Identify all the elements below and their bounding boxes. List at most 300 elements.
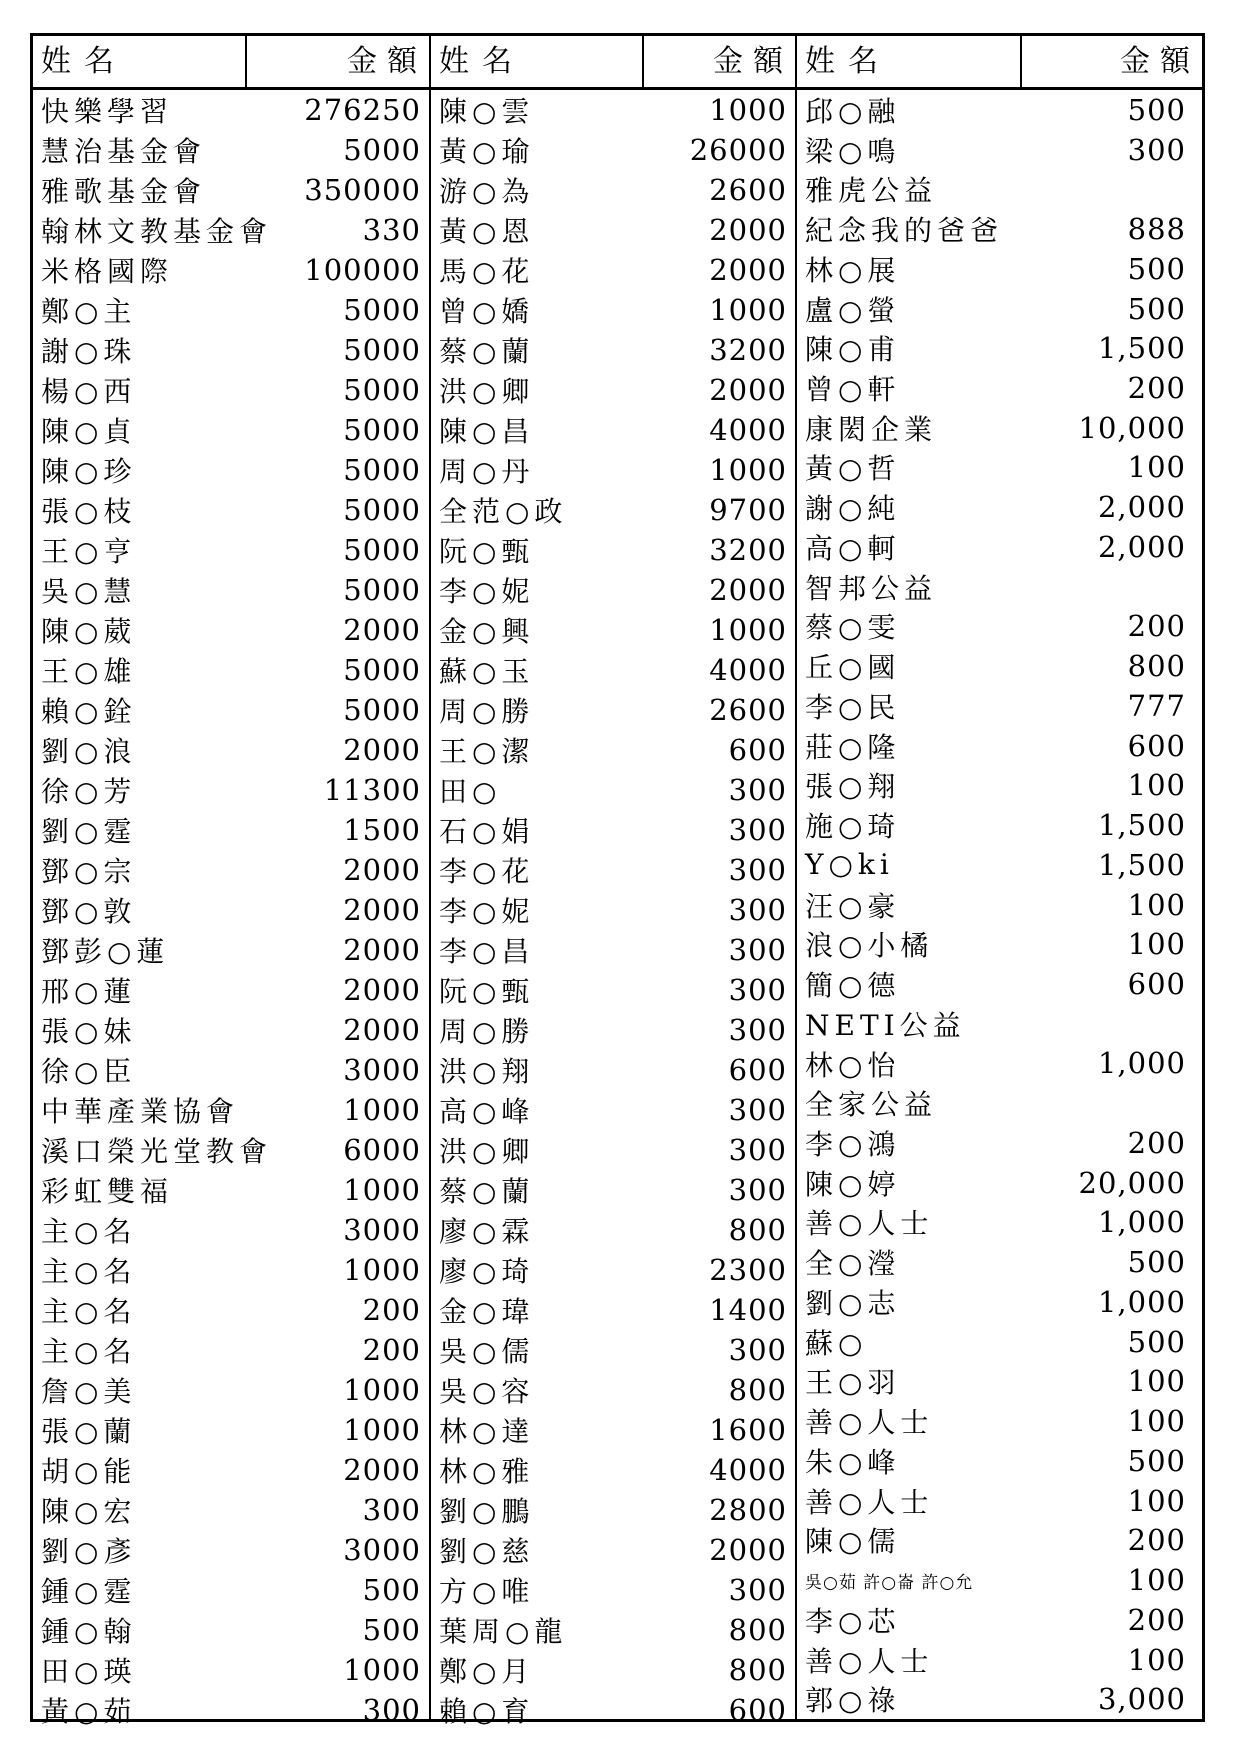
donor-name: 阮○甄 xyxy=(439,535,535,568)
donation-amount: 4000 xyxy=(709,413,787,447)
donor-name: 李○鴻 xyxy=(805,1127,901,1161)
donor-name: 張○翔 xyxy=(805,770,901,804)
donation-amount: 1000 xyxy=(709,613,787,647)
donation-amount: 20,000 xyxy=(1078,1165,1186,1200)
donor-name: 汪○豪 xyxy=(805,889,901,923)
donor-name: 馬○花 xyxy=(439,255,535,288)
donation-amount: 5000 xyxy=(343,133,421,167)
table-row xyxy=(33,770,429,810)
table-row xyxy=(33,530,429,570)
table-row xyxy=(431,690,795,730)
table-row xyxy=(431,370,795,410)
donor-name: 葉周○龍 xyxy=(439,1615,568,1648)
donor-name: 鍾○翰 xyxy=(41,1615,137,1648)
donor-name: 翰林文教基金會 xyxy=(41,215,273,248)
table-row xyxy=(797,1163,1202,1203)
donation-amount: 300 xyxy=(728,1133,787,1167)
table-row xyxy=(797,805,1202,845)
donation-amount: 5000 xyxy=(343,453,421,487)
donation-amount: 1000 xyxy=(343,1253,421,1287)
table-row xyxy=(797,1679,1202,1719)
table-row xyxy=(797,567,1202,607)
donor-name: 鍾○霆 xyxy=(41,1575,137,1608)
table-row xyxy=(797,686,1202,726)
table-row xyxy=(797,1441,1202,1481)
table-row xyxy=(33,1690,429,1730)
donation-amount: 1000 xyxy=(709,453,787,487)
table-row xyxy=(431,490,795,530)
donation-amount: 300 xyxy=(728,853,787,887)
donation-amount: 2000 xyxy=(709,253,787,287)
donor-name: 善○人士 xyxy=(805,1406,934,1440)
donor-name: 廖○霖 xyxy=(439,1215,535,1248)
donor-name: 全家公益 xyxy=(805,1088,938,1122)
donor-name: 吳○儒 xyxy=(439,1335,535,1368)
donor-name: 善○人士 xyxy=(805,1644,934,1678)
donation-amount: 1000 xyxy=(343,1653,421,1687)
donation-amount: 300 xyxy=(728,813,787,847)
donor-name: 王○羽 xyxy=(805,1366,901,1400)
donation-amount: 1000 xyxy=(343,1413,421,1447)
donation-amount: 600 xyxy=(1127,728,1186,763)
donation-amount: 1000 xyxy=(709,293,787,327)
donor-name: 金○瑋 xyxy=(439,1295,535,1328)
table-row xyxy=(797,209,1202,249)
donation-amount: 300 xyxy=(728,1173,787,1207)
table-row xyxy=(33,690,429,730)
donation-amount: 1000 xyxy=(343,1093,421,1127)
donor-name: 李○民 xyxy=(805,690,901,724)
table-row xyxy=(797,1362,1202,1402)
table-row xyxy=(797,448,1202,488)
donor-name: 賴○育 xyxy=(439,1695,535,1728)
table-row xyxy=(797,368,1202,408)
donation-amount: 100 xyxy=(1127,768,1186,803)
donor-name: NETI公益 xyxy=(805,1008,966,1042)
donor-name: 劉○志 xyxy=(805,1286,901,1320)
table-row xyxy=(33,850,429,890)
donor-name: 鄭○月 xyxy=(439,1655,535,1688)
donor-name: 曾○嬌 xyxy=(439,295,535,328)
donor-name: 李○妮 xyxy=(439,895,535,928)
donation-amount: 300 xyxy=(728,773,787,807)
table-row xyxy=(431,410,795,450)
donor-name: 洪○卿 xyxy=(439,1135,535,1168)
donor-name: 王○潔 xyxy=(439,735,535,768)
donation-amount: 276250 xyxy=(304,93,421,127)
table-row xyxy=(797,1004,1202,1044)
donor-name: 石○娟 xyxy=(439,815,535,848)
donation-amount: 800 xyxy=(728,1213,787,1247)
donation-amount: 200 xyxy=(362,1293,421,1327)
donation-amount: 5000 xyxy=(343,533,421,567)
donation-amount: 100 xyxy=(1127,450,1186,485)
donor-name: 盧○螢 xyxy=(805,293,901,327)
donation-amount: 2800 xyxy=(709,1493,787,1527)
donation-amount: 1000 xyxy=(709,93,787,127)
donation-amount: 4000 xyxy=(709,1453,787,1487)
table-row xyxy=(431,890,795,930)
table-row xyxy=(797,328,1202,368)
table-row xyxy=(33,1170,429,1210)
donation-amount: 5000 xyxy=(343,413,421,447)
donor-name: 胡○能 xyxy=(41,1455,137,1488)
table-row xyxy=(797,885,1202,925)
donation-amount: 200 xyxy=(1127,609,1186,644)
donation-amount: 777 xyxy=(1127,688,1186,723)
donor-name: 蔡○蘭 xyxy=(439,335,535,368)
table-row xyxy=(33,1610,429,1650)
table-row xyxy=(431,330,795,370)
donor-name: 徐○臣 xyxy=(41,1055,137,1088)
donor-name: 丘○國 xyxy=(805,651,901,685)
table-row xyxy=(33,370,429,410)
column-header-name: 姓名 xyxy=(41,44,127,79)
donor-name: 快樂學習 xyxy=(41,95,174,128)
donation-amount: 5000 xyxy=(343,573,421,607)
donation-amount: 2000 xyxy=(709,1533,787,1567)
donation-amount: 2000 xyxy=(343,613,421,647)
donor-name: 劉○霆 xyxy=(41,815,137,848)
donor-name: 全范○政 xyxy=(439,495,568,528)
donation-amount: 500 xyxy=(1127,251,1186,286)
donor-name: 陳○儒 xyxy=(805,1525,901,1559)
table-row xyxy=(797,964,1202,1004)
donor-name: 黃○瑜 xyxy=(439,135,535,168)
donation-amount: 300 xyxy=(728,1093,787,1127)
donor-name: 張○蘭 xyxy=(41,1415,137,1448)
table-row xyxy=(797,1481,1202,1521)
donor-name: 張○妹 xyxy=(41,1015,137,1048)
donor-name: 李○芯 xyxy=(805,1604,901,1638)
donation-amount: 2600 xyxy=(709,693,787,727)
donation-amount: 2000 xyxy=(709,213,787,247)
table-row xyxy=(33,1370,429,1410)
donation-amount: 2000 xyxy=(343,1013,421,1047)
donation-amount: 1500 xyxy=(343,813,421,847)
table-row xyxy=(797,487,1202,527)
donation-amount: 600 xyxy=(728,1693,787,1727)
column-header-name: 姓名 xyxy=(805,44,891,79)
table-row xyxy=(33,410,429,450)
donor-name: 全○瀅 xyxy=(805,1247,901,1281)
donor-name: 施○琦 xyxy=(805,810,901,844)
donor-name: 主○名 xyxy=(41,1255,137,1288)
donor-name: 主○名 xyxy=(41,1215,137,1248)
donation-amount: 100 xyxy=(1127,1483,1186,1518)
donor-name: 彩虹雙福 xyxy=(41,1175,174,1208)
table-row xyxy=(431,1170,795,1210)
table-row xyxy=(797,726,1202,766)
table-row xyxy=(797,289,1202,329)
column-header-amount: 金額 xyxy=(245,36,429,87)
table-row xyxy=(33,1130,429,1170)
table-row xyxy=(797,1282,1202,1322)
donation-amount: 500 xyxy=(1127,1443,1186,1478)
donation-amount: 2000 xyxy=(709,373,787,407)
table-row xyxy=(33,170,429,210)
donation-amount: 4000 xyxy=(709,653,787,687)
donation-amount: 1000 xyxy=(343,1173,421,1207)
table-row xyxy=(431,1330,795,1370)
table-row xyxy=(431,930,795,970)
donation-amount: 200 xyxy=(1127,371,1186,405)
rows-column-3 xyxy=(797,90,1202,1719)
donor-name: 高○軻 xyxy=(805,531,901,565)
table-row xyxy=(33,1570,429,1610)
donation-amount: 500 xyxy=(1127,1245,1186,1280)
donation-amount: 800 xyxy=(1127,649,1186,684)
pair-column-1 xyxy=(33,36,429,1728)
pair-column-2 xyxy=(429,36,795,1728)
donor-name: 黃○恩 xyxy=(439,215,535,248)
donor-name: 周○勝 xyxy=(439,1015,535,1048)
donation-amount: 5000 xyxy=(343,493,421,527)
donor-name: 李○妮 xyxy=(439,575,535,608)
table-row xyxy=(431,1090,795,1130)
table-row xyxy=(797,1242,1202,1282)
donation-amount: 500 xyxy=(1127,291,1186,326)
table-row xyxy=(431,1050,795,1090)
donation-amount: 2,000 xyxy=(1097,529,1186,564)
donor-name: 王○亨 xyxy=(41,535,137,568)
donor-name: 中華產業協會 xyxy=(41,1095,240,1128)
donor-name: 林○怡 xyxy=(805,1048,901,1082)
donation-amount: 2000 xyxy=(343,733,421,767)
donor-name: 劉○浪 xyxy=(41,735,137,768)
table-row xyxy=(797,130,1202,170)
donor-name: 慧治基金會 xyxy=(41,135,207,168)
table-row xyxy=(797,1083,1202,1123)
rows-column-1 xyxy=(33,90,429,1730)
table-row xyxy=(431,290,795,330)
donor-name: 陳○昌 xyxy=(439,415,535,448)
table-row xyxy=(33,890,429,930)
table-row xyxy=(797,1322,1202,1362)
donation-amount: 600 xyxy=(728,733,787,767)
donor-name: 洪○翔 xyxy=(439,1055,535,1088)
donor-name: 陳○貞 xyxy=(41,415,137,448)
pair-header xyxy=(431,36,795,90)
donor-name: 謝○純 xyxy=(805,492,901,526)
table-row xyxy=(431,730,795,770)
donation-amount: 1,000 xyxy=(1097,1205,1186,1240)
donation-amount: 100 xyxy=(1127,1404,1186,1439)
donation-amount: 100000 xyxy=(304,253,421,287)
donation-amount: 500 xyxy=(362,1573,421,1607)
table-row xyxy=(431,1250,795,1290)
column-header-name: 姓名 xyxy=(439,44,525,79)
donor-name: 周○勝 xyxy=(439,695,535,728)
table-row xyxy=(33,1410,429,1450)
donor-name: 蔡○雯 xyxy=(805,611,901,645)
donation-amount: 888 xyxy=(1127,212,1186,247)
pair-header xyxy=(33,36,429,90)
table-row xyxy=(431,650,795,690)
table-row xyxy=(33,1330,429,1370)
table-row xyxy=(431,1650,795,1690)
donor-name: 詹○美 xyxy=(41,1375,137,1408)
donor-name: 劉○彥 xyxy=(41,1535,137,1568)
donation-amount: 2600 xyxy=(709,173,787,207)
table-row xyxy=(797,408,1202,448)
donor-name: 周○丹 xyxy=(439,455,535,488)
donor-name: 米格國際 xyxy=(41,255,174,288)
table-row xyxy=(797,1600,1202,1640)
table-row xyxy=(33,250,429,290)
donor-name: 李○花 xyxy=(439,855,535,888)
table-row xyxy=(33,1090,429,1130)
rows-column-2 xyxy=(431,90,795,1730)
donation-amount: 100 xyxy=(1127,887,1186,922)
donation-amount: 300 xyxy=(728,893,787,927)
pair-column-3 xyxy=(795,36,1202,1719)
table-row xyxy=(431,1290,795,1330)
table-row xyxy=(33,650,429,690)
table-row xyxy=(431,770,795,810)
donor-name: 吳○容 xyxy=(439,1375,535,1408)
donor-name: 蔡○蘭 xyxy=(439,1175,535,1208)
table-row xyxy=(431,1410,795,1450)
donation-amount: 300 xyxy=(728,933,787,967)
donation-amount: 26000 xyxy=(689,133,787,167)
table-row xyxy=(797,90,1202,130)
donation-amount: 2000 xyxy=(709,573,787,607)
donor-name: 善○人士 xyxy=(805,1485,934,1519)
donation-amount: 1,500 xyxy=(1097,847,1186,882)
donation-amount: 2000 xyxy=(343,853,421,887)
table-row xyxy=(33,130,429,170)
donation-amount: 11300 xyxy=(323,773,421,807)
donation-amount: 3200 xyxy=(709,333,787,367)
donor-name: 吳○慧 xyxy=(41,575,137,608)
table-row xyxy=(33,1210,429,1250)
donation-amount: 500 xyxy=(362,1613,421,1647)
table-row xyxy=(797,1401,1202,1441)
donor-name: 康閎企業 xyxy=(805,412,938,446)
table-row xyxy=(797,1203,1202,1243)
donor-name: 李○昌 xyxy=(439,935,535,968)
donor-name: 陳○葳 xyxy=(41,615,137,648)
donor-name: 廖○琦 xyxy=(439,1255,535,1288)
donation-amount: 800 xyxy=(728,1613,787,1647)
table-row xyxy=(431,1210,795,1250)
donor-name: 陳○甫 xyxy=(805,333,901,367)
donor-name: 鄧○敦 xyxy=(41,895,137,928)
donation-amount: 300 xyxy=(728,1573,787,1607)
table-row xyxy=(33,1250,429,1290)
donor-name: 主○名 xyxy=(41,1335,137,1368)
table-row xyxy=(797,1123,1202,1163)
table-row xyxy=(33,1490,429,1530)
table-row xyxy=(797,1044,1202,1084)
table-row xyxy=(431,1490,795,1530)
donor-name: 黃○哲 xyxy=(805,452,901,486)
donor-name: 陳○宏 xyxy=(41,1495,137,1528)
donation-amount: 100 xyxy=(1127,1364,1186,1399)
table-row xyxy=(797,169,1202,209)
donor-name: 林○展 xyxy=(805,253,901,287)
table-row xyxy=(431,170,795,210)
donor-name: 陳○婷 xyxy=(805,1167,901,1201)
donation-amount: 5000 xyxy=(343,653,421,687)
donor-name: 莊○隆 xyxy=(805,730,901,764)
donation-amount: 1600 xyxy=(709,1413,787,1447)
donor-name: 謝○珠 xyxy=(41,335,137,368)
donor-name: 雅虎公益 xyxy=(805,174,938,208)
donor-name: 簡○德 xyxy=(805,969,901,1003)
donor-name: 邱○融 xyxy=(805,94,901,128)
donor-name: 楊○西 xyxy=(41,375,137,408)
table-row xyxy=(33,330,429,370)
table-row xyxy=(33,90,429,130)
donor-name: 林○達 xyxy=(439,1415,535,1448)
donor-name: 雅歌基金會 xyxy=(41,175,207,208)
donor-name: 善○人士 xyxy=(805,1207,934,1241)
donation-amount: 10,000 xyxy=(1078,410,1186,445)
table-row xyxy=(431,1530,795,1570)
donation-amount: 100 xyxy=(1127,927,1186,962)
donation-amount: 300 xyxy=(728,1013,787,1047)
donation-amount: 3000 xyxy=(343,1213,421,1247)
donor-name: 方○唯 xyxy=(439,1575,535,1608)
table-row xyxy=(33,290,429,330)
donor-name: 林○雅 xyxy=(439,1455,535,1488)
table-row xyxy=(33,210,429,250)
donation-amount: 5000 xyxy=(343,373,421,407)
donor-name: 高○峰 xyxy=(439,1095,535,1128)
donation-amount: 200 xyxy=(1127,1125,1186,1160)
donation-amount: 300 xyxy=(728,1333,787,1367)
donation-amount: 1,500 xyxy=(1097,331,1186,366)
table-row xyxy=(431,130,795,170)
table-row xyxy=(797,924,1202,964)
table-row xyxy=(797,607,1202,647)
donation-amount: 200 xyxy=(362,1333,421,1367)
donor-name: 蘇○ xyxy=(805,1326,868,1360)
table-row xyxy=(33,1650,429,1690)
donor-name: 鄭○主 xyxy=(41,295,137,328)
table-row xyxy=(431,1370,795,1410)
donor-name: 張○枝 xyxy=(41,495,137,528)
table-row xyxy=(431,450,795,490)
donor-name: 田○ xyxy=(439,775,502,808)
donation-amount: 9700 xyxy=(709,493,787,527)
table-row xyxy=(431,1010,795,1050)
donation-amount: 200 xyxy=(1127,1602,1186,1637)
donor-name: 陳○雲 xyxy=(439,95,535,128)
donation-amount: 1,000 xyxy=(1097,1046,1186,1081)
table-row xyxy=(33,1530,429,1570)
donation-amount: 300 xyxy=(1127,132,1186,167)
donation-amount: 100 xyxy=(1127,1642,1186,1677)
donor-name: 邢○蓮 xyxy=(41,975,137,1008)
donor-name: Y○ki xyxy=(805,848,894,882)
table-row xyxy=(797,845,1202,885)
table-row xyxy=(797,527,1202,567)
donation-amount: 800 xyxy=(728,1653,787,1687)
donor-name: 朱○峰 xyxy=(805,1445,901,1479)
donor-name: 金○興 xyxy=(439,615,535,648)
donation-amount: 2000 xyxy=(343,933,421,967)
donation-amount: 3000 xyxy=(343,1053,421,1087)
table-row xyxy=(431,90,795,130)
table-row xyxy=(797,765,1202,805)
table-row xyxy=(431,1570,795,1610)
donation-amount: 1400 xyxy=(709,1293,787,1327)
donation-amount: 350000 xyxy=(304,173,421,207)
donor-name: 賴○銓 xyxy=(41,695,137,728)
